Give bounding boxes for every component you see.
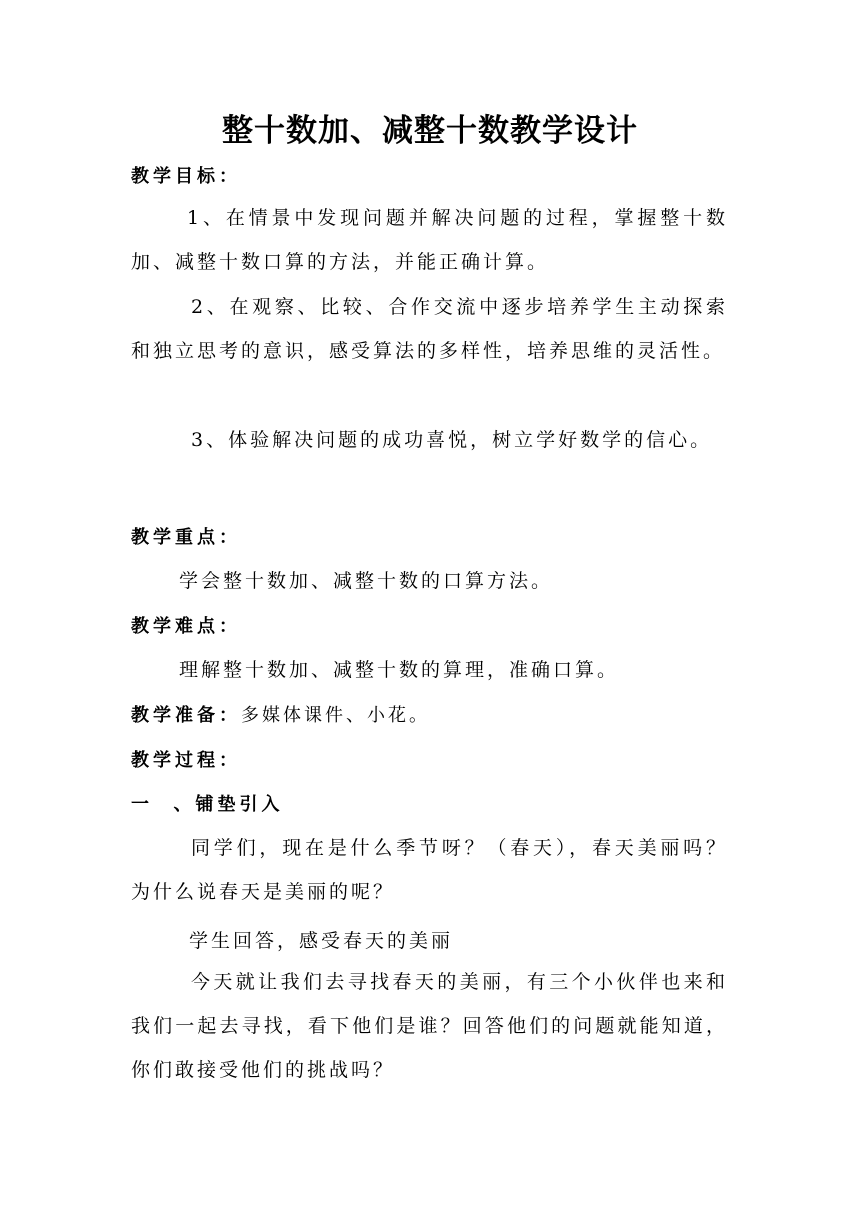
section-1-paragraph-2: 学生回答，感受春天的美丽 xyxy=(189,930,454,952)
goal-item-3: 3、体验解决问题的成功喜悦，树立学好数学的信心。 xyxy=(191,429,713,451)
preparation-heading: 教学准备： xyxy=(131,705,241,726)
difficulty-heading: 教学难点： xyxy=(131,616,241,637)
preparation-text: 多媒体课件、小花。 xyxy=(241,705,430,726)
goals-heading: 教学目标： xyxy=(131,166,241,187)
section-1-heading: 一 、铺垫引入 xyxy=(131,794,284,815)
process-heading: 教学过程： xyxy=(131,750,241,771)
goal-item-1: 1、在情景中发现问题并解决问题的过程，掌握整十数加、减整十数口算的方法，并能正确计算。 xyxy=(131,207,728,273)
section-1-paragraph-3: 今天就让我们去寻找春天的美丽，有三个小伙伴也来和我们一起去寻找，看下他们是谁？回答他们的问题就能知道，你们敢接受他们的挑战吗？ xyxy=(131,971,728,1081)
goal-item-2: 2、在观察、比较、合作交流中逐步培养学生主动探索和独立思考的意识，感受算法的多样性，培养思维的灵活性。 xyxy=(131,296,728,362)
document-title: 整十数加、减整十数教学设计 xyxy=(222,113,638,149)
section-1-paragraph-1: 同学们，现在是什么季节呀？（春天），春天美丽吗？为什么说春天是美丽的呢？ xyxy=(131,837,728,903)
key-point-text: 学会整十数加、减整十数的口算方法。 xyxy=(179,570,554,592)
preparation-line xyxy=(131,701,430,727)
key-point-heading: 教学重点： xyxy=(131,527,241,548)
difficulty-text: 理解整十数加、减整十数的算理，准确口算。 xyxy=(179,659,620,681)
